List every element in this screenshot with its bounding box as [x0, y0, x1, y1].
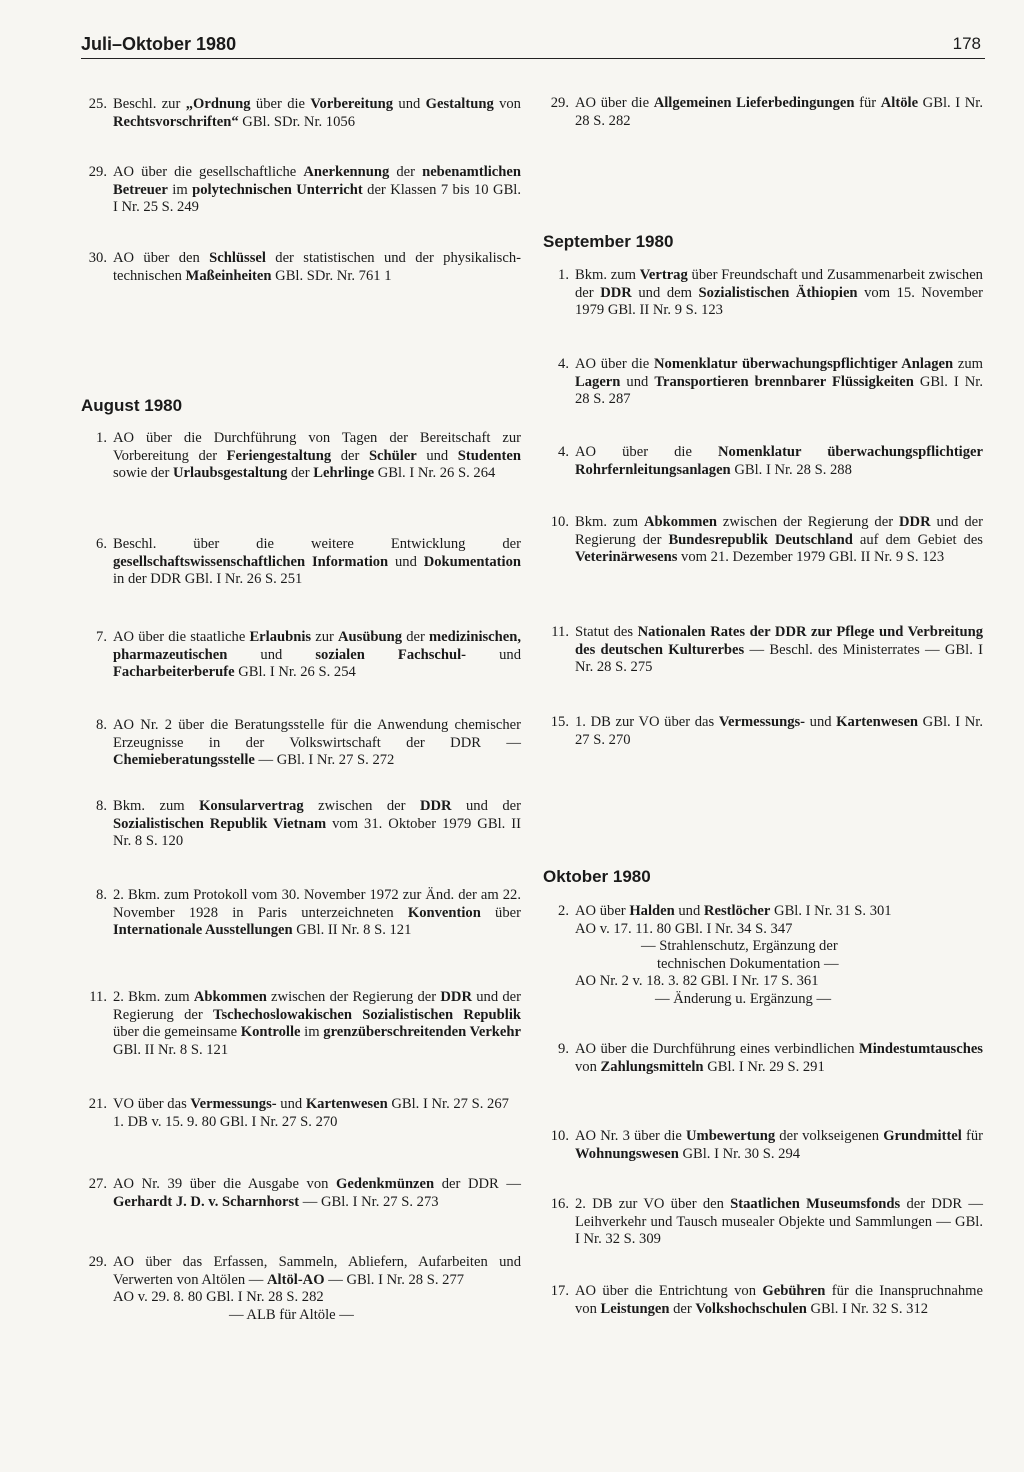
list-item: [543, 356, 983, 409]
entry-text: AO Nr. 39 über die Ausgabe von Gedenkmünzen der DDR — Gerhardt J. D. v. Scharnhorst — GBl. I Nr. 27 S. 273: [113, 1176, 521, 1210]
entry-number: 4.: [558, 444, 569, 460]
page-header: [81, 32, 985, 59]
entry-number: 16.: [550, 1196, 569, 1212]
list-item: [81, 798, 521, 851]
entry-number: 2.: [558, 903, 569, 919]
page-number: 178: [952, 34, 981, 53]
entry-number: 29.: [550, 95, 569, 111]
list-item: [543, 444, 983, 479]
entry-text: AO über das Erfassen, Sammeln, Abliefern, Aufarbeiten und Verwerten von Altölen — Altöl-AO — GBl. I Nr. 28 S. 277 AO v. 29. 8. 80 GBl. I Nr. 28 S. 282 — ALB für Altöle —: [113, 1254, 521, 1323]
entry-number: 29.: [88, 164, 107, 180]
list-item: [543, 1128, 983, 1163]
entry-text: AO über die Nomenklatur überwachungspflichtiger Rohrfernleitungsanlagen GBl. I Nr. 28 S. 288: [575, 444, 983, 478]
entry-number: 10.: [550, 1128, 569, 1144]
list-item: [81, 989, 521, 1059]
list-item: [81, 536, 521, 589]
entry-number: 17.: [550, 1283, 569, 1299]
list-item: [543, 95, 983, 130]
entry-number: 11.: [89, 989, 107, 1005]
month-heading-september: September 1980: [543, 232, 674, 251]
entry-text: AO über die Durchführung von Tagen der Bereitschaft zur Vorbereitung der Feriengestaltung der Schüler und Studenten sowie der Urlaubsgestaltung der Lehrlinge GBl. I Nr. 26 S. 264: [113, 430, 522, 482]
entry-text: Bkm. zum Konsularvertrag zwischen der DDR und der Sozialistischen Republik Vietnam vom 31. Oktober 1979 GBl. II Nr. 8 S. 120: [113, 798, 521, 850]
entry-text: 1. DB zur VO über das Vermessungs- und Kartenwesen GBl. I Nr. 27 S. 270: [575, 714, 983, 748]
list-item: [81, 1176, 521, 1211]
list-item: [543, 1196, 983, 1249]
entry-text: Statut des Nationalen Rates der DDR zur Pflege und Verbreitung des deutschen Kulturerbes — Beschl. des Ministerrates — GBl. I Nr. 28 S. 275: [575, 624, 984, 676]
entry-text: AO über den Schlüssel der statistischen und der physikalisch-technischen Maßeinheiten GBl. SDr. Nr. 761 1: [113, 250, 521, 284]
entry-text: AO Nr. 2 über die Beratungsstelle für die Anwendung chemischer Erzeugnisse in der Volkswirtschaft der DDR — Chemieberatungsstelle — GBl. I Nr. 27 S. 272: [113, 717, 521, 769]
entry-text: 2. Bkm. zum Protokoll vom 30. November 1972 zur Änd. der am 22. November 1928 in Paris unterzeichneten Konvention über Internationale Ausstellungen GBl. II Nr. 8 S. 121: [113, 887, 521, 939]
entry-number: 7.: [96, 629, 107, 645]
list-item: [543, 1283, 983, 1318]
entry-text: AO über die Allgemeinen Lieferbedingungen für Altöle GBl. I Nr. 28 S. 282: [575, 95, 983, 129]
entry-text: AO über die Entrichtung von Gebühren für die Inanspruchnahme von Leistungen der Volkshochschulen GBl. I Nr. 32 S. 312: [575, 1283, 984, 1317]
month-heading-august: August 1980: [81, 396, 183, 415]
list-item: [543, 267, 983, 320]
entry-number: 25.: [88, 96, 107, 112]
entry-number: 8.: [96, 717, 107, 733]
month-heading-oktober: Oktober 1980: [543, 867, 651, 886]
entry-text: AO über die staatliche Erlaubnis zur Ausübung der medizinischen, pharmazeutischen und sozialen Fachschul- und Facharbeiterberufe GBl. I Nr. 26 S. 254: [113, 629, 522, 681]
entry-text: AO über die Nomenklatur überwachungspflichtiger Anlagen zum Lagern und Transportieren brennbarer Flüssigkeiten GBl. I Nr. 28 S. 287: [575, 356, 983, 408]
entry-number: 10.: [550, 514, 569, 530]
list-item: [81, 717, 521, 770]
entry-text: AO Nr. 3 über die Umbewertung der volkseigenen Grundmittel für Wohnungswesen GBl. I Nr. 30 S. 294: [575, 1128, 983, 1162]
list-item: [543, 1041, 983, 1076]
entry-number: 6.: [96, 536, 107, 552]
entry-text: 2. DB zur VO über den Staatlichen Museumsfonds der DDR — Leihverkehr und Tausch musealer Objekte und Sammlungen — GBl. I Nr. 32 S. 309: [575, 1196, 983, 1248]
entry-number: 11.: [551, 624, 569, 640]
list-item: [81, 430, 521, 483]
entry-number: 15.: [550, 714, 569, 730]
list-item: [81, 629, 521, 682]
entry-number: 27.: [88, 1176, 107, 1192]
list-item: [543, 624, 983, 677]
list-item: [81, 96, 521, 131]
entry-text: AO über die Durchführung eines verbindlichen Mindestumtausches von Zahlungsmitteln GBl. I Nr. 29 S. 291: [575, 1041, 983, 1075]
list-item: [81, 164, 521, 217]
list-item: [543, 903, 983, 1009]
entry-text: VO über das Vermessungs- und Kartenwesen GBl. I Nr. 27 S. 267 1. DB v. 15. 9. 80 GBl. I Nr. 27 S. 270: [113, 1096, 509, 1130]
entry-number: 30.: [88, 250, 107, 266]
list-item: [543, 714, 983, 749]
entry-text: 2. Bkm. zum Abkommen zwischen der Regierung der DDR und der Regierung der Tschechoslowakischen Sozialistischen Republik über die gemeinsame Kontrolle im grenzüberschreitenden Verkehr GBl. II Nr. 8 S. 121: [113, 989, 521, 1058]
entry-text: AO über die gesellschaftliche Anerkennung der nebenamtlichen Betreuer im polytechnischen Unterricht der Klassen 7 bis 10 GBl. I Nr. 25 S. 249: [113, 164, 522, 216]
entry-number: 8.: [96, 798, 107, 814]
entry-number: 1.: [558, 267, 569, 283]
list-item: [543, 514, 983, 567]
list-item: [81, 887, 521, 940]
entry-text: Beschl. über die weitere Entwicklung der gesellschaftswissenschaftlichen Information und Dokumentation in der DDR GBl. I Nr. 26 S. 251: [113, 536, 521, 588]
entry-number: 8.: [96, 887, 107, 903]
entry-text: AO über Halden und Restlöcher GBl. I Nr. 31 S. 301 AO v. 17. 11. 80 GBl. I Nr. 34 S. 347 — Strahlenschutz, Ergänzung der technischen Dokumentation — AO Nr. 2 v. 18. 3. 82 GBl. I Nr. 17 S. 361 — Änderung u. Ergänzung —: [575, 903, 892, 1007]
list-item: [81, 1096, 521, 1131]
entry-number: 29.: [88, 1254, 107, 1270]
entry-number: 9.: [558, 1041, 569, 1057]
entry-number: 21.: [88, 1096, 107, 1112]
entry-text: Bkm. zum Abkommen zwischen der Regierung der DDR und der Regierung der Bundesrepublik Deutschland auf dem Gebiet des Veterinärwesens vom 21. Dezember 1979 GBl. II Nr. 9 S. 123: [575, 514, 983, 566]
entry-text: Bkm. zum Vertrag über Freundschaft und Zusammenarbeit zwischen der DDR und dem Sozialistischen Äthiopien vom 15. November 1979 GBl. II Nr. 9 S. 123: [575, 267, 984, 319]
header-title: Juli–Oktober 1980: [81, 34, 237, 54]
list-item: [81, 250, 521, 285]
list-item: [81, 1254, 521, 1324]
entry-text: Beschl. zur „Ordnung über die Vorbereitung und Gestaltung von Rechtsvorschriften“ GBl. SDr. Nr. 1056: [113, 96, 521, 130]
entry-number: 1.: [96, 430, 107, 446]
entry-number: 4.: [558, 356, 569, 372]
